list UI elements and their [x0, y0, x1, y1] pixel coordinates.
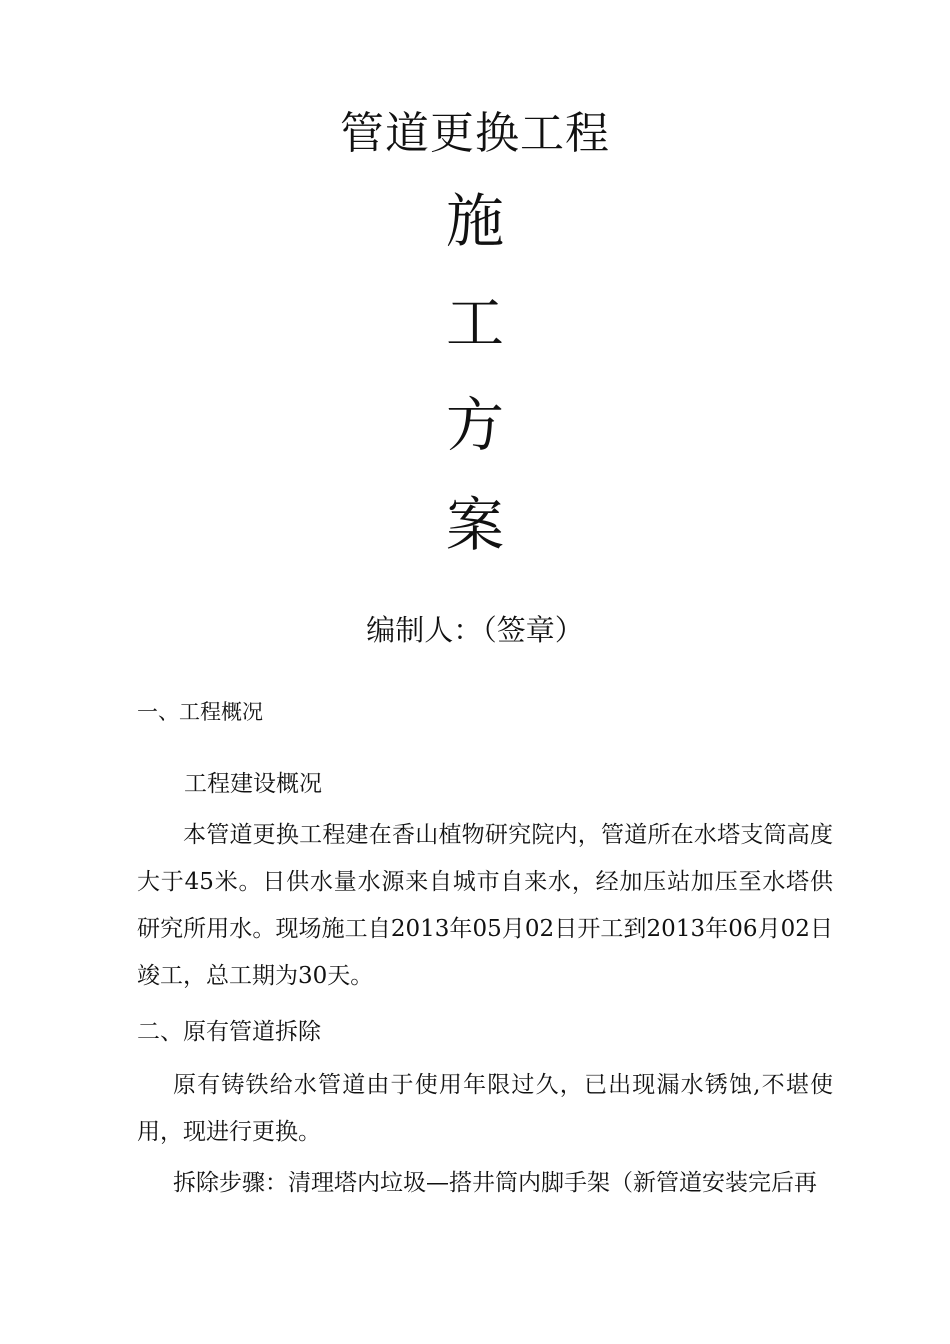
- cover-title-char-3: 方: [445, 391, 504, 459]
- editor-signature-line: 编制人：（签章）: [366, 613, 584, 647]
- section-2-paragraph: 原有铸铁给水管道由于使用年限过久，已出现漏水锈蚀,不堪使用，现进行更换。: [137, 1072, 833, 1145]
- section-1-subheading: 工程建设概况: [184, 771, 322, 797]
- cover-title-char-1: 施: [445, 187, 504, 255]
- section-1-heading: 一、工程概况: [137, 700, 263, 724]
- section-2-steps: 拆除步骤：清理塔内垃圾—搭井筒内脚手架（新管道安装完后再: [173, 1170, 817, 1196]
- project-title: 管道更换工程: [340, 108, 610, 159]
- cover-title-char-4: 案: [445, 491, 504, 559]
- section-2-heading: 二、原有管道拆除: [137, 1019, 321, 1045]
- section-1-paragraph: 本管道更换工程建在香山植物研究院内，管道所在水塔支筒高度大于45米。日供水量水源来自城市自来水，经加压站加压至水塔供研究所用水。现场施工自2013年05月02日开工到2013年06月02日竣工，总工期为30天。: [137, 822, 833, 989]
- cover-title-char-2: 工: [445, 289, 504, 357]
